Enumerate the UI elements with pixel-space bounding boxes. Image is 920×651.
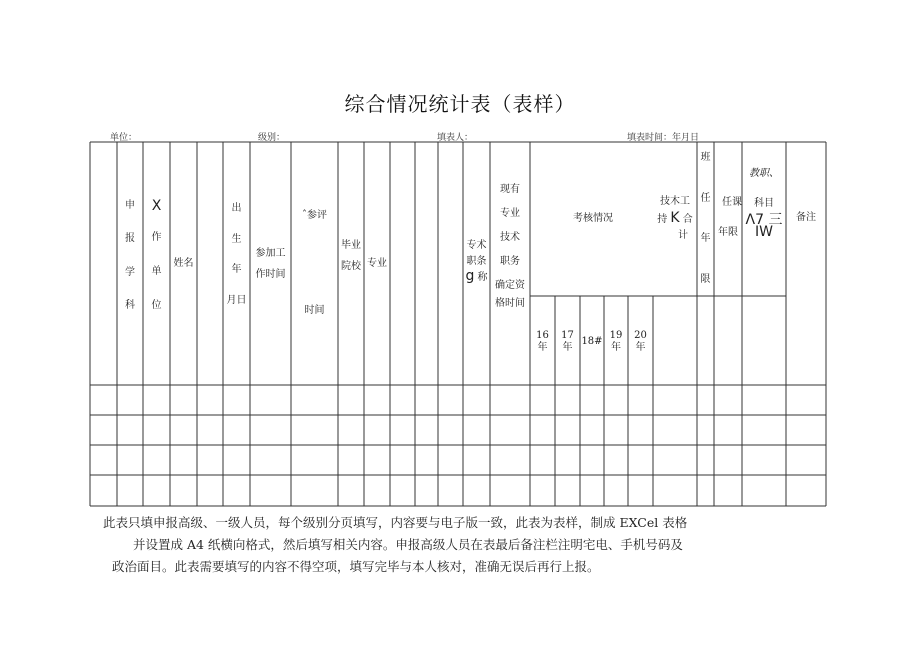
header-year-16: 16 年 (536, 330, 549, 353)
header-evaluation-time: 时间 (304, 305, 325, 316)
header-evaluation: ˆ参评 (302, 210, 327, 221)
header-x-mark: X (151, 198, 162, 214)
header-remarks: 备注 (796, 212, 816, 223)
filler-label: 填表人： (437, 133, 474, 143)
unit-label: 单位： (110, 133, 138, 143)
header-year-18: 18# (581, 336, 603, 347)
note-line-1: 此表只填申报高级、一级人员，每个级别分页填写，内容要与电子版一致，此表为表样，制成 EXCel 表格 (103, 515, 688, 530)
header-current-title: 现有 专业 技术 职务 确定资 格时间 (495, 184, 525, 309)
header-birth: 出 生 年 月日 (226, 203, 247, 306)
header-year-20: 20 年 (634, 330, 647, 353)
date-label: 填表时间：年月日 (627, 133, 700, 143)
header-prof-title: 专术 职条 g 称 (465, 240, 488, 284)
level-label: 级别： (258, 133, 286, 143)
header-apply-subject: 申 报 学 科 (125, 200, 135, 311)
header-graduate: 毕业 院校 (341, 240, 361, 272)
header-work-unit: 作 单 位 (151, 232, 162, 311)
header-year-17: 17 年 (561, 330, 574, 353)
header-join-work: 参加工 作时间 (255, 248, 286, 280)
header-year-19: 19 年 (609, 330, 623, 353)
header-major: 专业 (367, 258, 387, 269)
header-class-teacher: 班 任 年 限 (700, 152, 711, 285)
header-assessment: 考核情况 (573, 213, 613, 224)
page-title: 综合情况统计表（表样） (344, 92, 576, 116)
header-name: 姓名 (173, 258, 194, 269)
note-line-2: 并设置成 A4 纸横向格式，然后填写相关内容。申报高级人员在表最后备注栏注明宅电、手机号码及 (133, 537, 683, 552)
header-teaching-years: 任课 年限 (718, 197, 742, 238)
note-line-3: 政治面目。此表需要填写的内容不得空项，填写完毕与本人核对，准确无误后再行上报。 (112, 559, 600, 574)
header-subject: 教职、 科目 Λ7 三 IW (745, 168, 783, 240)
header-tech: 技木工 持 K 合 计 (657, 196, 693, 241)
